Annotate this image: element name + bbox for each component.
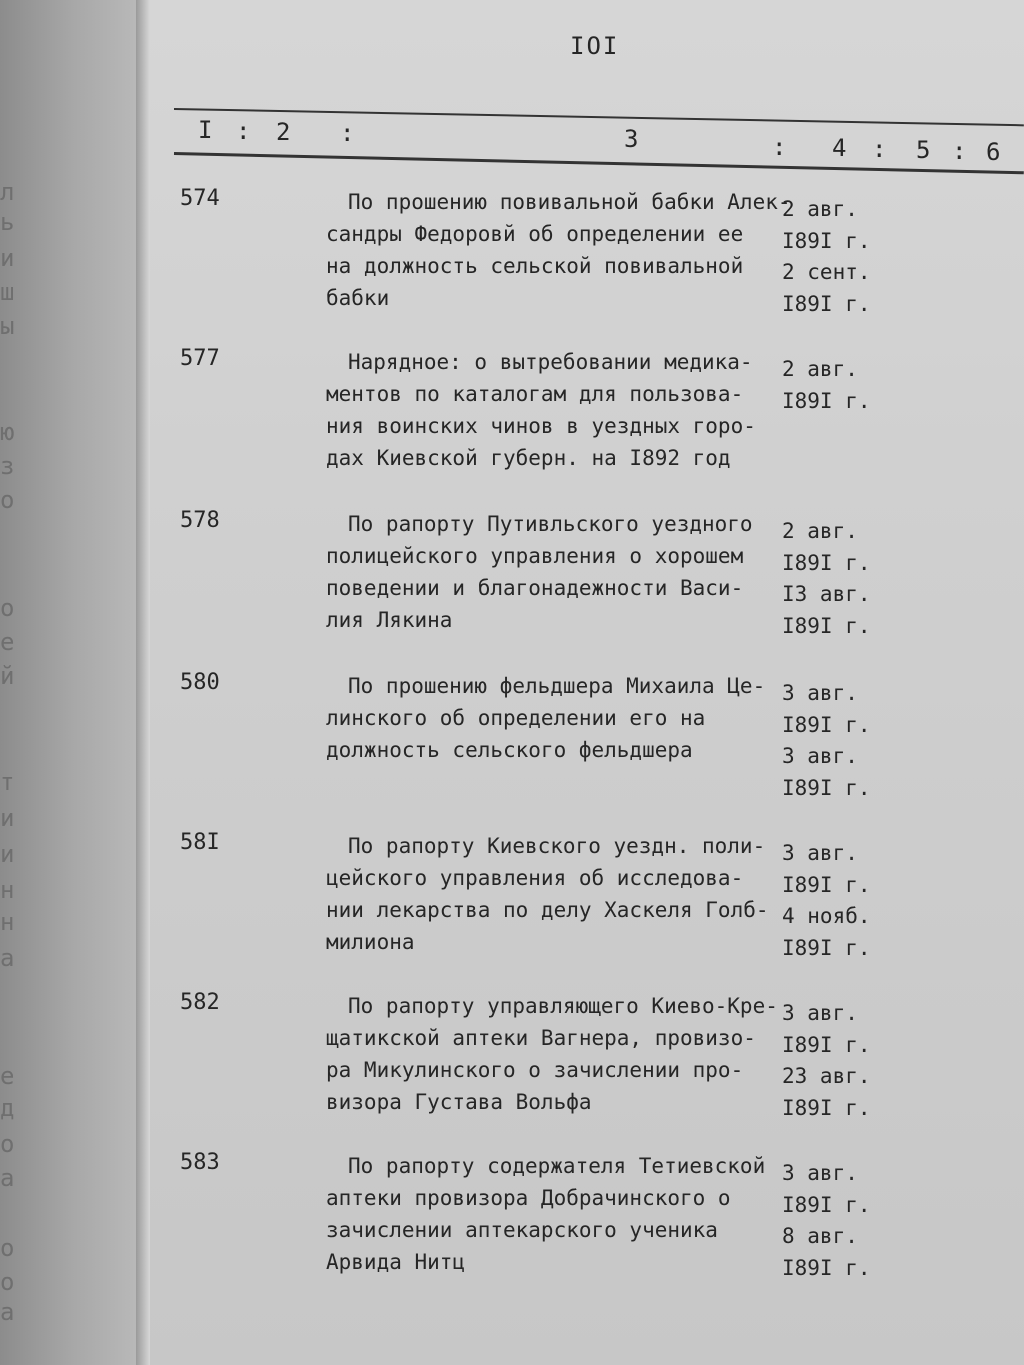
- table-header-bottom-rule: [174, 152, 1024, 174]
- column-separator: :: [772, 133, 787, 161]
- entry-dates: 2 авг. I89I г.: [782, 357, 871, 413]
- entry-dates: 3 авг. I89I г. 4 нояб. I89I г.: [782, 841, 871, 960]
- column-header-1: I: [198, 116, 213, 144]
- entry-number: 58I: [180, 830, 220, 855]
- column-header-2: 2: [276, 118, 291, 146]
- entry-number: 574: [180, 186, 220, 211]
- entry-number: 582: [180, 990, 220, 1015]
- entry-description: По рапорту Путивльского уездного полицейского управления о хорошем поведении и благонадежности Васи- лия Лякина: [326, 512, 753, 632]
- column-separator: :: [236, 117, 251, 145]
- entry-description: По рапорту содержателя Тетиевской аптеки провизора Добрачинского о зачислении аптекарского ученика Арвида Нитц: [326, 1154, 766, 1274]
- column-separator: :: [952, 137, 967, 165]
- table-row: [150, 508, 1024, 668]
- table-row: [150, 670, 1024, 830]
- entry-dates: 3 авг. I89I г. 8 авг. I89I г.: [782, 1161, 871, 1280]
- entry-number: 578: [180, 508, 220, 533]
- entry-description: По рапорту Киевского уездн. поли- цейского управления об исследова- нии лекарства по делу Хаскеля Голб- милиона: [326, 834, 769, 954]
- table-row: [150, 346, 1024, 506]
- column-separator: :: [872, 135, 887, 163]
- table-row: [150, 830, 1024, 990]
- entry-description: Нарядное: о вытребовании медика- ментов по каталогам для пользова- ния воинских чинов в уездных горо- дах Киевской губерн. на I892 год: [326, 350, 756, 470]
- table-row: [150, 1150, 1024, 1310]
- column-header-4: 4: [832, 134, 847, 162]
- page-number: IOI: [570, 32, 620, 60]
- table-row: [150, 990, 1024, 1150]
- entry-description: По рапорту управляющего Киево-Кре- щатикской аптеки Вагнера, провизо- ра Микулинского о зачислении про- визора Густава Вольфа: [326, 994, 778, 1114]
- column-separator: :: [340, 119, 355, 147]
- table-header-top-rule: [174, 108, 1024, 126]
- table-row: [150, 186, 1024, 346]
- left-page-edge: л ь и ш ы ю з о о е й т и и н н а е д о а о о а: [0, 0, 150, 1365]
- entry-description: По прошению повивальной бабки Алек- сандры Федоровй об определении ее на должность сельской повивальной бабки: [326, 190, 791, 310]
- column-header-6: 6: [986, 138, 1001, 166]
- entry-dates: 2 авг. I89I г. 2 сент. I89I г.: [782, 197, 871, 316]
- entry-dates: 3 авг. I89I г. 3 авг. I89I г.: [782, 681, 871, 800]
- column-header-5: 5: [916, 136, 931, 164]
- entry-dates: 3 авг. I89I г. 23 авг. I89I г.: [782, 1001, 871, 1120]
- entry-dates: 2 авг. I89I г. I3 авг. I89I г.: [782, 519, 871, 638]
- entry-number: 583: [180, 1150, 220, 1175]
- entry-number: 577: [180, 346, 220, 371]
- document-page: [150, 0, 1024, 1365]
- entry-number: 580: [180, 670, 220, 695]
- column-header-3: 3: [624, 125, 639, 153]
- entry-description: По прошению фельдшера Михаила Це- линского об определении его на должность сельского фельдшера: [326, 674, 766, 762]
